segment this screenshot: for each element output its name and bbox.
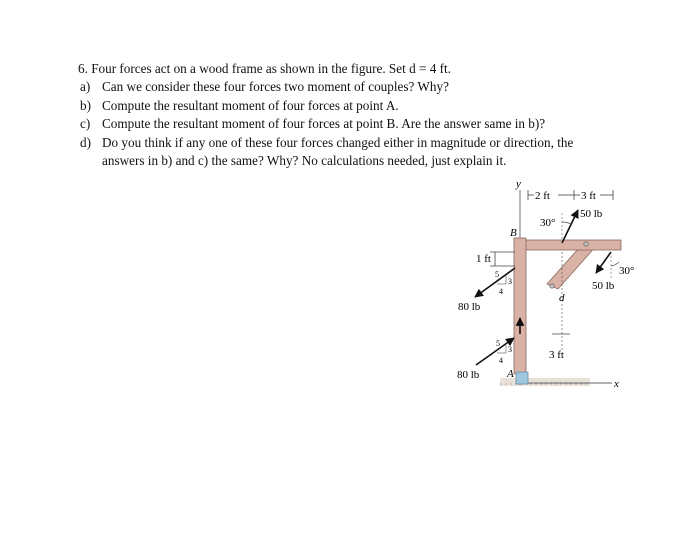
dim-3ft-top-label: 3 ft — [581, 190, 596, 202]
angle-right-label: 30° — [619, 265, 635, 277]
part-label: d) — [80, 134, 91, 150]
angle-top-label: 30° — [540, 217, 556, 229]
part-text: Compute the resultant moment of four forces at point A. — [102, 97, 399, 113]
slope-upper-3: 3 — [508, 277, 512, 286]
part-text: Can we consider these four forces two moment of couples? Why? — [102, 79, 449, 95]
part-label: a) — [80, 79, 91, 95]
slope-lower-5: 5 — [496, 339, 500, 348]
force-80lb-upper-label: 80 lb — [458, 301, 481, 313]
dim-d-label: d — [559, 292, 565, 304]
dim-2ft-label: 2 ft — [535, 190, 550, 202]
dim-1ft — [490, 252, 515, 266]
force-50lb-right-arrow — [596, 252, 611, 273]
angle-top-arc — [562, 222, 571, 224]
force-50lb-top-arrow — [562, 210, 578, 243]
force-50lb-top-label: 50 lb — [580, 208, 603, 220]
point-a-label: A — [507, 368, 514, 380]
slope-lower-3: 3 — [508, 345, 512, 354]
angle-right-arc — [611, 262, 619, 266]
force-80lb-lower-label: 80 lb — [457, 369, 480, 381]
y-axis-label: y — [516, 178, 521, 190]
part-label: c) — [80, 116, 91, 132]
dim-1ft-label: 1 ft — [476, 253, 491, 265]
part-label: b) — [80, 97, 91, 113]
slope-upper-5: 5 — [495, 270, 499, 279]
force-50lb-right-label: 50 lb — [592, 280, 615, 292]
dim-3ft-bottom-label: 3 ft — [549, 349, 564, 361]
slope-upper-4: 4 — [499, 287, 503, 296]
slope-lower-4: 4 — [499, 356, 503, 365]
part-text: Do you think if any one of these four forces changed either in magnitude or direction, the — [102, 134, 574, 150]
part-text: Compute the resultant moment of four forces at point B. Are the answer same in b)? — [102, 116, 546, 132]
x-axis-label: x — [614, 378, 619, 390]
point-b-label: B — [510, 227, 517, 239]
problem-header: 6. Four forces act on a wood frame as shown in the figure. Set d = 4 ft. — [78, 61, 451, 76]
part-d-continuation: answers in b) and c) the same? Why? No calculations needed, just explain it. — [102, 153, 507, 169]
